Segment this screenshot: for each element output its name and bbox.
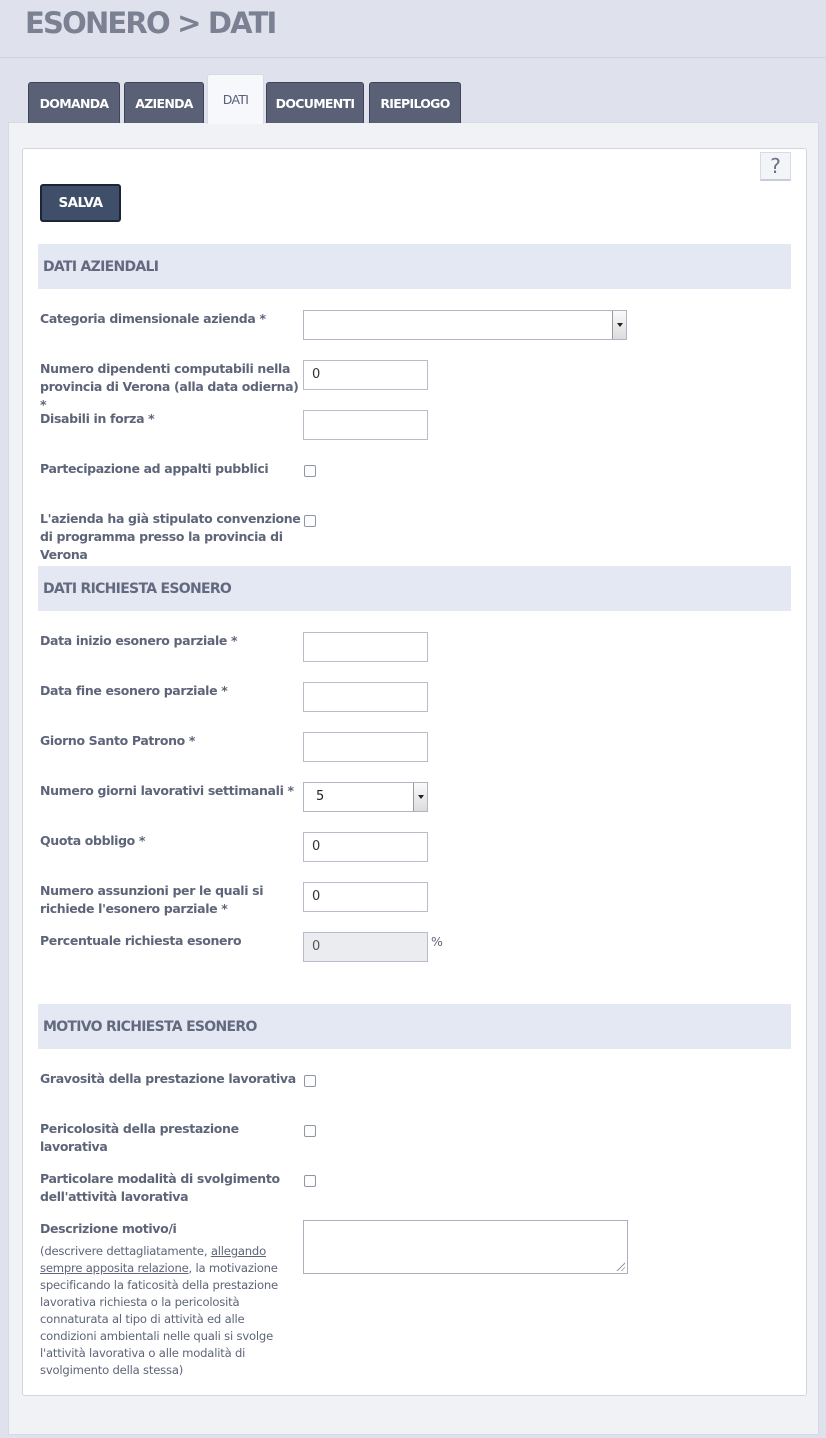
label-convenzione: L'azienda ha già stipulato convenzione di programma presso la provincia di Verona [40, 511, 301, 562]
gravosita-checkbox[interactable] [304, 1075, 316, 1087]
label-pericolosita: Pericolosità della prestazione lavorativa [40, 1121, 239, 1154]
label-numero-dipendenti: Numero dipendenti computabili nella provincia di Verona (alla data odierna) * [40, 361, 299, 412]
label-descrizione: Descrizione motivo/i [40, 1221, 177, 1236]
santo-patrono-input[interactable] [303, 732, 428, 762]
label-appalti: Partecipazione ad appalti pubblici [40, 461, 269, 476]
label-quota-obbligo: Quota obbligo * [40, 833, 146, 848]
page-header [0, 0, 826, 58]
label-categoria: Categoria dimensionale azienda * [40, 311, 266, 326]
disabili-input[interactable] [303, 410, 428, 440]
section-dati-richiesta: DATI RICHIESTA ESONERO [38, 566, 791, 611]
label-gravosita: Gravosità della prestazione lavorativa [40, 1071, 296, 1086]
note-before: (descrivere dettagliatamente, [40, 1244, 211, 1258]
page-title: ESONERO > DATI [25, 6, 276, 40]
save-button[interactable]: SALVA [40, 184, 121, 222]
descrizione-textarea[interactable] [303, 1220, 628, 1274]
label-santo-patrono: Giorno Santo Patrono * [40, 733, 196, 748]
chevron-down-icon[interactable] [413, 783, 427, 811]
percentuale-input: 0 [303, 932, 428, 962]
label-data-fine: Data fine esonero parziale * [40, 683, 228, 698]
quota-obbligo-input[interactable]: 0 [303, 832, 428, 862]
numero-dipendenti-input[interactable]: 0 [303, 360, 428, 390]
section-dati-aziendali: DATI AZIENDALI [38, 244, 791, 289]
label-modalita: Particolare modalità di svolgimento dell'attività lavorativa [40, 1171, 280, 1204]
giorni-lavorativi-select[interactable] [303, 782, 428, 812]
convenzione-checkbox[interactable] [304, 515, 316, 527]
section-motivo: MOTIVO RICHIESTA ESONERO [38, 1004, 791, 1049]
pericolosita-checkbox[interactable] [304, 1125, 316, 1137]
categoria-select[interactable] [303, 310, 627, 340]
giorni-lavorativi-value: 5 [316, 789, 325, 804]
help-button[interactable]: ? [760, 152, 791, 181]
note-link: allegando sempre apposita relazione [40, 1244, 266, 1275]
chevron-down-icon[interactable] [612, 311, 626, 339]
tab-documenti[interactable]: DOCUMENTI [266, 82, 364, 123]
tab-domanda[interactable]: DOMANDA [28, 82, 120, 123]
numero-assunzioni-input[interactable]: 0 [303, 882, 428, 912]
label-numero-assunzioni: Numero assunzioni per le quali si richiede l'esonero parziale * [40, 883, 264, 916]
label-giorni-lavorativi: Numero giorni lavorativi settimanali * [40, 783, 294, 798]
descrizione-note [40, 1243, 285, 1379]
data-fine-input[interactable] [303, 682, 428, 712]
resize-handle-icon[interactable] [615, 1261, 625, 1271]
appalti-checkbox[interactable] [304, 465, 316, 477]
tab-azienda[interactable]: AZIENDA [124, 82, 204, 123]
data-inizio-input[interactable] [303, 632, 428, 662]
percent-unit: % [431, 934, 443, 949]
note-after: , la motivazione specificando la faticosità della prestazione lavorativa richiesta o la pericolosità connaturata al tipo di attività ed alle condizioni ambientali nelle quali si svolge l'attività lavorativa o alle modalità di svolgimento della stessa) [40, 1261, 278, 1377]
modalita-checkbox[interactable] [304, 1175, 316, 1187]
tab-riepilogo[interactable]: RIEPILOGO [369, 82, 461, 123]
label-percentuale: Percentuale richiesta esonero [40, 933, 242, 948]
label-disabili: Disabili in forza * [40, 411, 155, 426]
tab-dati[interactable]: DATI [207, 74, 264, 124]
label-data-inizio: Data inizio esonero parziale * [40, 633, 238, 648]
